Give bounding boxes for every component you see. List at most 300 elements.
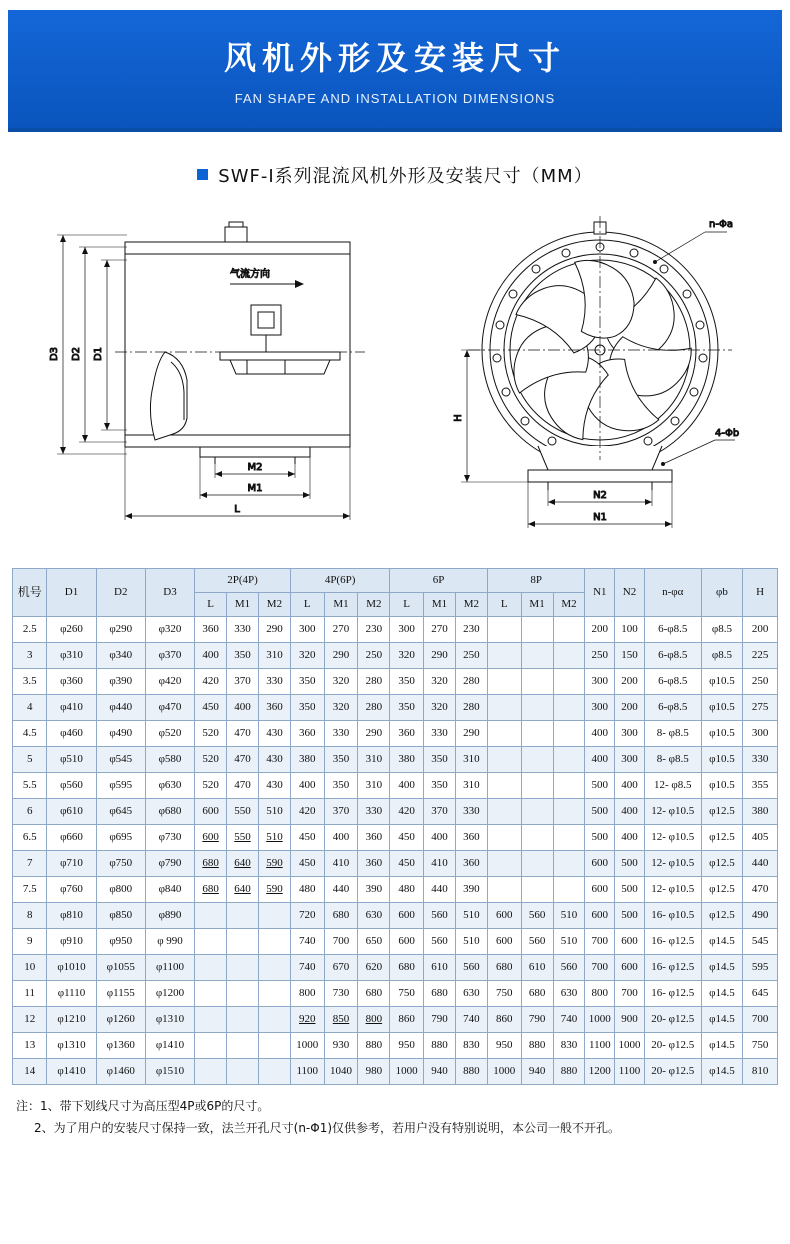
cell-g2p-0: 680 — [195, 877, 227, 903]
cell-g8p-1: 680 — [521, 981, 553, 1007]
cell-g6p-0: 950 — [390, 1033, 424, 1059]
cell-d2: φ1260 — [96, 1007, 145, 1033]
cell-n2: 300 — [615, 747, 645, 773]
subtitle-text: SWF-I系列混流风机外形及安装尺寸（MM） — [218, 166, 593, 187]
cell-g2p-0: 600 — [195, 825, 227, 851]
cell-g6p-0: 1000 — [390, 1059, 424, 1085]
cell-n1: 250 — [585, 643, 615, 669]
cell-d2: φ1155 — [96, 981, 145, 1007]
cell-g2p-1 — [227, 1033, 259, 1059]
cell-n1: 500 — [585, 773, 615, 799]
cell-n2: 400 — [615, 825, 645, 851]
table-row — [13, 617, 778, 643]
cell-n1: 1100 — [585, 1033, 615, 1059]
cell-machine-no: 6.5 — [13, 825, 47, 851]
cell-g2p-2 — [258, 1033, 290, 1059]
cell-g6p-0: 860 — [390, 1007, 424, 1033]
cell-n1: 700 — [585, 955, 615, 981]
cell-n2: 300 — [615, 721, 645, 747]
cell-n-phi-a: 12- φ10.5 — [644, 877, 701, 903]
cell-g6p-1: 560 — [424, 903, 456, 929]
cell-g2p-2 — [258, 1059, 290, 1085]
cell-d3: φ420 — [145, 669, 194, 695]
cell-g2p-0: 680 — [195, 851, 227, 877]
cell-d1: φ1410 — [47, 1059, 96, 1085]
cell-h: 700 — [743, 1007, 778, 1033]
cell-g6p-2: 830 — [455, 1033, 487, 1059]
cell-g4p-0: 1000 — [290, 1033, 324, 1059]
cell-h: 250 — [743, 669, 778, 695]
cell-g2p-0: 400 — [195, 643, 227, 669]
cell-phi-b: φ10.5 — [701, 747, 743, 773]
cell-g2p-2 — [258, 1007, 290, 1033]
cell-h: 440 — [743, 851, 778, 877]
cell-n1: 500 — [585, 799, 615, 825]
cell-g8p-1: 610 — [521, 955, 553, 981]
label-h: H — [453, 414, 464, 422]
cell-g6p-0: 300 — [390, 617, 424, 643]
cell-g8p-0: 680 — [487, 955, 521, 981]
cell-d2: φ440 — [96, 695, 145, 721]
cell-d2: φ340 — [96, 643, 145, 669]
cell-d3: φ1510 — [145, 1059, 194, 1085]
cell-g4p-1: 1040 — [324, 1059, 358, 1085]
cell-machine-no: 10 — [13, 955, 47, 981]
cell-g6p-2: 360 — [455, 851, 487, 877]
cell-g4p-0: 450 — [290, 825, 324, 851]
cell-g6p-2: 560 — [455, 955, 487, 981]
cell-d3: φ1200 — [145, 981, 194, 1007]
cell-g8p-2 — [553, 773, 585, 799]
cell-g8p-2 — [553, 747, 585, 773]
cell-g8p-1 — [521, 669, 553, 695]
cell-machine-no: 7.5 — [13, 877, 47, 903]
cell-n-phi-a: 16- φ12.5 — [644, 955, 701, 981]
cell-d3: φ890 — [145, 903, 194, 929]
cell-g2p-2: 310 — [258, 643, 290, 669]
cell-g4p-1: 320 — [324, 695, 358, 721]
cell-g2p-2: 430 — [258, 773, 290, 799]
cell-g4p-0: 400 — [290, 773, 324, 799]
cell-phi-b: φ8.5 — [701, 617, 743, 643]
th-group-4p: 4P(6P) — [290, 569, 389, 593]
cell-g6p-1: 350 — [424, 747, 456, 773]
cell-n-phi-a: 16- φ12.5 — [644, 981, 701, 1007]
cell-phi-b: φ12.5 — [701, 799, 743, 825]
cell-h: 380 — [743, 799, 778, 825]
th-d1: D1 — [47, 569, 96, 617]
cell-n2: 150 — [615, 643, 645, 669]
cell-g6p-0: 320 — [390, 643, 424, 669]
cell-g6p-0: 360 — [390, 721, 424, 747]
cell-g4p-2: 310 — [358, 747, 390, 773]
cell-g4p-1: 850 — [324, 1007, 358, 1033]
cell-g2p-2: 290 — [258, 617, 290, 643]
cell-g8p-1 — [521, 721, 553, 747]
cell-d1: φ360 — [47, 669, 96, 695]
cell-h: 355 — [743, 773, 778, 799]
table-row — [13, 825, 778, 851]
cell-g2p-0: 520 — [195, 721, 227, 747]
cell-g8p-2: 880 — [553, 1059, 585, 1085]
cell-g6p-2: 280 — [455, 669, 487, 695]
table-row — [13, 747, 778, 773]
cell-g4p-2: 230 — [358, 617, 390, 643]
th-d2: D2 — [96, 569, 145, 617]
cell-g8p-0 — [487, 669, 521, 695]
cell-g2p-0 — [195, 981, 227, 1007]
cell-n-phi-a: 6-φ8.5 — [644, 643, 701, 669]
cell-g2p-2: 430 — [258, 747, 290, 773]
cell-g2p-2: 430 — [258, 721, 290, 747]
cell-g4p-1: 350 — [324, 747, 358, 773]
cell-g4p-1: 400 — [324, 825, 358, 851]
cell-g8p-0 — [487, 643, 521, 669]
th-group-6p: 6P — [390, 569, 488, 593]
cell-n2: 100 — [615, 617, 645, 643]
cell-phi-b: φ8.5 — [701, 643, 743, 669]
cell-g2p-2 — [258, 929, 290, 955]
cell-machine-no: 4 — [13, 695, 47, 721]
cell-machine-no: 14 — [13, 1059, 47, 1085]
cell-d1: φ610 — [47, 799, 96, 825]
cell-n1: 600 — [585, 851, 615, 877]
cell-d2: φ545 — [96, 747, 145, 773]
cell-n1: 500 — [585, 825, 615, 851]
th-8p-l: L — [487, 593, 521, 617]
cell-g6p-0: 350 — [390, 669, 424, 695]
cell-g2p-0 — [195, 1059, 227, 1085]
cell-g4p-2: 330 — [358, 799, 390, 825]
cell-g8p-2: 740 — [553, 1007, 585, 1033]
note-line-2: 2、为了用户的安装尺寸保持一致，法兰开孔尺寸(n-Φ1)仅供参考，若用户没有特别说明，本公司一般不开孔。 — [34, 1121, 621, 1135]
cell-g4p-2: 390 — [358, 877, 390, 903]
cell-g2p-2: 510 — [258, 825, 290, 851]
cell-g8p-2 — [553, 617, 585, 643]
cell-g2p-0 — [195, 1033, 227, 1059]
cell-machine-no: 8 — [13, 903, 47, 929]
cell-h: 810 — [743, 1059, 778, 1085]
cell-g6p-2: 250 — [455, 643, 487, 669]
cell-phi-b: φ12.5 — [701, 903, 743, 929]
table-row — [13, 1059, 778, 1085]
cell-d1: φ560 — [47, 773, 96, 799]
cell-g4p-0: 360 — [290, 721, 324, 747]
cell-d3: φ370 — [145, 643, 194, 669]
cell-g2p-1 — [227, 981, 259, 1007]
table-row — [13, 695, 778, 721]
cell-g4p-0: 740 — [290, 955, 324, 981]
cell-g2p-1: 550 — [227, 799, 259, 825]
cell-g4p-0: 350 — [290, 695, 324, 721]
cell-n2: 200 — [615, 669, 645, 695]
cell-g2p-1: 640 — [227, 851, 259, 877]
cell-g6p-0: 350 — [390, 695, 424, 721]
th-group-2p: 2P(4P) — [195, 569, 291, 593]
bullet-square-icon — [197, 169, 208, 180]
label-n1: N1 — [593, 512, 607, 523]
cell-phi-b: φ10.5 — [701, 773, 743, 799]
cell-g4p-0: 480 — [290, 877, 324, 903]
table-row — [13, 669, 778, 695]
cell-g6p-2: 360 — [455, 825, 487, 851]
cell-g8p-2: 830 — [553, 1033, 585, 1059]
cell-d3: φ790 — [145, 851, 194, 877]
cell-n-phi-a: 8- φ8.5 — [644, 721, 701, 747]
spec-table-body — [13, 617, 778, 1085]
cell-n-phi-a: 6-φ8.5 — [644, 669, 701, 695]
cell-g4p-1: 670 — [324, 955, 358, 981]
cell-phi-b: φ12.5 — [701, 877, 743, 903]
cell-g2p-1: 470 — [227, 773, 259, 799]
th-4p-l: L — [290, 593, 324, 617]
cell-n1: 600 — [585, 877, 615, 903]
cell-h: 300 — [743, 721, 778, 747]
cell-n-phi-a: 6-φ8.5 — [644, 617, 701, 643]
cell-machine-no: 13 — [13, 1033, 47, 1059]
cell-machine-no: 5.5 — [13, 773, 47, 799]
cell-n2: 500 — [615, 903, 645, 929]
cell-n-phi-a: 12- φ10.5 — [644, 825, 701, 851]
cell-g8p-0 — [487, 617, 521, 643]
section-subtitle — [0, 162, 790, 188]
cell-h: 330 — [743, 747, 778, 773]
cell-g8p-1: 560 — [521, 929, 553, 955]
cell-g8p-0 — [487, 773, 521, 799]
cell-g2p-0 — [195, 929, 227, 955]
cell-g6p-0: 380 — [390, 747, 424, 773]
cell-g6p-2: 280 — [455, 695, 487, 721]
cell-machine-no: 3 — [13, 643, 47, 669]
cell-g4p-1: 330 — [324, 721, 358, 747]
cell-d3: φ520 — [145, 721, 194, 747]
cell-g8p-1: 560 — [521, 903, 553, 929]
cell-g2p-1 — [227, 929, 259, 955]
cell-g6p-1: 400 — [424, 825, 456, 851]
cell-g2p-1 — [227, 1007, 259, 1033]
cell-g6p-1: 330 — [424, 721, 456, 747]
cell-g6p-1: 610 — [424, 955, 456, 981]
cell-g4p-2: 620 — [358, 955, 390, 981]
cell-n-phi-a: 12- φ10.5 — [644, 851, 701, 877]
th-machine-no: 机号 — [13, 569, 47, 617]
cell-d3: φ680 — [145, 799, 194, 825]
cell-g4p-1: 440 — [324, 877, 358, 903]
cell-g8p-2 — [553, 643, 585, 669]
cell-g6p-1: 410 — [424, 851, 456, 877]
cell-n2: 400 — [615, 799, 645, 825]
cell-g4p-0: 300 — [290, 617, 324, 643]
cell-g6p-0: 600 — [390, 903, 424, 929]
spec-table-head — [13, 569, 778, 617]
cell-g6p-1: 880 — [424, 1033, 456, 1059]
cell-machine-no: 12 — [13, 1007, 47, 1033]
cell-d3: φ580 — [145, 747, 194, 773]
cell-n2: 1000 — [615, 1033, 645, 1059]
cell-g6p-1: 270 — [424, 617, 456, 643]
cell-g8p-1: 880 — [521, 1033, 553, 1059]
cell-g8p-0: 950 — [487, 1033, 521, 1059]
cell-g8p-1 — [521, 799, 553, 825]
cell-g4p-0: 450 — [290, 851, 324, 877]
th-6p-l: L — [390, 593, 424, 617]
cell-d3: φ630 — [145, 773, 194, 799]
cell-g2p-0 — [195, 903, 227, 929]
cell-g6p-2: 390 — [455, 877, 487, 903]
cell-g4p-2: 680 — [358, 981, 390, 1007]
cell-phi-b: φ10.5 — [701, 721, 743, 747]
label-l: L — [234, 504, 240, 515]
cell-g8p-2 — [553, 721, 585, 747]
cell-g2p-0: 420 — [195, 669, 227, 695]
cell-n-phi-a: 20- φ12.5 — [644, 1033, 701, 1059]
cell-phi-b: φ14.5 — [701, 1033, 743, 1059]
cell-g2p-2: 360 — [258, 695, 290, 721]
cell-n-phi-a: 16- φ10.5 — [644, 903, 701, 929]
cell-g4p-2: 290 — [358, 721, 390, 747]
cell-n1: 1200 — [585, 1059, 615, 1085]
cell-h: 750 — [743, 1033, 778, 1059]
label-m2: M2 — [247, 462, 263, 473]
cell-d1: φ1310 — [47, 1033, 96, 1059]
th-n-phi-a: n-φα — [644, 569, 701, 617]
cell-g6p-0: 600 — [390, 929, 424, 955]
label-n2: N2 — [593, 490, 607, 501]
cell-g4p-1: 700 — [324, 929, 358, 955]
cell-machine-no: 9 — [13, 929, 47, 955]
cell-machine-no: 11 — [13, 981, 47, 1007]
cell-g4p-0: 800 — [290, 981, 324, 1007]
cell-g4p-1: 270 — [324, 617, 358, 643]
cell-g8p-2: 510 — [553, 929, 585, 955]
cell-g2p-1: 470 — [227, 721, 259, 747]
cell-machine-no: 5 — [13, 747, 47, 773]
cell-g2p-0: 360 — [195, 617, 227, 643]
cell-g8p-2 — [553, 799, 585, 825]
cell-n-phi-a: 16- φ12.5 — [644, 929, 701, 955]
cell-g6p-2: 880 — [455, 1059, 487, 1085]
cell-g4p-2: 280 — [358, 695, 390, 721]
cell-d3: φ1410 — [145, 1033, 194, 1059]
cell-g8p-0: 750 — [487, 981, 521, 1007]
cell-g4p-0: 920 — [290, 1007, 324, 1033]
cell-g6p-0: 450 — [390, 851, 424, 877]
cell-g6p-1: 790 — [424, 1007, 456, 1033]
th-4p-m1: M1 — [324, 593, 358, 617]
cell-d1: φ510 — [47, 747, 96, 773]
cell-g4p-1: 370 — [324, 799, 358, 825]
cell-n-phi-a: 12- φ8.5 — [644, 773, 701, 799]
cell-g8p-1 — [521, 877, 553, 903]
cell-machine-no: 7 — [13, 851, 47, 877]
cell-d2: φ490 — [96, 721, 145, 747]
cell-phi-b: φ14.5 — [701, 1059, 743, 1085]
cell-d2: φ950 — [96, 929, 145, 955]
banner-title-en: FAN SHAPE AND INSTALLATION DIMENSIONS — [234, 90, 556, 106]
th-phi-b: φb — [701, 569, 743, 617]
cell-g8p-2 — [553, 877, 585, 903]
cell-n1: 300 — [585, 695, 615, 721]
cell-d2: φ390 — [96, 669, 145, 695]
cell-g6p-1: 940 — [424, 1059, 456, 1085]
cell-g8p-1 — [521, 773, 553, 799]
airflow-label: 气流方向 — [230, 269, 270, 280]
cell-g4p-0: 350 — [290, 669, 324, 695]
cell-g2p-0: 520 — [195, 747, 227, 773]
cell-g4p-2: 310 — [358, 773, 390, 799]
cell-g2p-2: 590 — [258, 877, 290, 903]
cell-g8p-2 — [553, 851, 585, 877]
spec-table — [12, 568, 778, 1085]
cell-h: 405 — [743, 825, 778, 851]
cell-g8p-0: 1000 — [487, 1059, 521, 1085]
cell-g6p-1: 370 — [424, 799, 456, 825]
cell-g2p-1 — [227, 955, 259, 981]
cell-d3: φ730 — [145, 825, 194, 851]
cell-g8p-2: 630 — [553, 981, 585, 1007]
cell-g2p-1: 370 — [227, 669, 259, 695]
cell-g2p-0: 450 — [195, 695, 227, 721]
table-row — [13, 643, 778, 669]
cell-g4p-2: 360 — [358, 851, 390, 877]
cell-d3: φ840 — [145, 877, 194, 903]
cell-h: 545 — [743, 929, 778, 955]
cell-phi-b: φ10.5 — [701, 669, 743, 695]
cell-g6p-2: 290 — [455, 721, 487, 747]
spec-table-wrap — [12, 568, 778, 1085]
cell-g4p-2: 630 — [358, 903, 390, 929]
cell-h: 490 — [743, 903, 778, 929]
cell-phi-b: φ14.5 — [701, 929, 743, 955]
cell-g6p-2: 330 — [455, 799, 487, 825]
cell-g2p-2 — [258, 981, 290, 1007]
page-root — [0, 10, 790, 1244]
cell-n2: 600 — [615, 955, 645, 981]
cell-d1: φ1110 — [47, 981, 96, 1007]
cell-g2p-1 — [227, 903, 259, 929]
cell-n-phi-a: 6-φ8.5 — [644, 695, 701, 721]
cell-g2p-0 — [195, 1007, 227, 1033]
cell-d1: φ1210 — [47, 1007, 96, 1033]
cell-d3: φ1100 — [145, 955, 194, 981]
cell-n2: 700 — [615, 981, 645, 1007]
cell-phi-b: φ14.5 — [701, 981, 743, 1007]
banner-title-cn: 风机外形及安装尺寸 — [223, 38, 566, 77]
cell-machine-no: 4.5 — [13, 721, 47, 747]
th-2p-m1: M1 — [227, 593, 259, 617]
cell-n1: 600 — [585, 903, 615, 929]
cell-g8p-0: 600 — [487, 903, 521, 929]
cell-g6p-0: 750 — [390, 981, 424, 1007]
label-4-phi-b: 4-Φb — [715, 428, 740, 439]
table-row — [13, 799, 778, 825]
cell-n1: 1000 — [585, 1007, 615, 1033]
cell-n2: 900 — [615, 1007, 645, 1033]
cell-g4p-2: 360 — [358, 825, 390, 851]
cell-d2: φ695 — [96, 825, 145, 851]
table-row — [13, 1007, 778, 1033]
cell-g8p-0: 600 — [487, 929, 521, 955]
cell-g8p-0: 860 — [487, 1007, 521, 1033]
cell-machine-no: 2.5 — [13, 617, 47, 643]
cell-phi-b: φ14.5 — [701, 1007, 743, 1033]
cell-g2p-2: 510 — [258, 799, 290, 825]
cell-g8p-1 — [521, 825, 553, 851]
cell-n1: 300 — [585, 669, 615, 695]
cell-g8p-2 — [553, 695, 585, 721]
cell-d3: φ1310 — [145, 1007, 194, 1033]
cell-d2: φ645 — [96, 799, 145, 825]
